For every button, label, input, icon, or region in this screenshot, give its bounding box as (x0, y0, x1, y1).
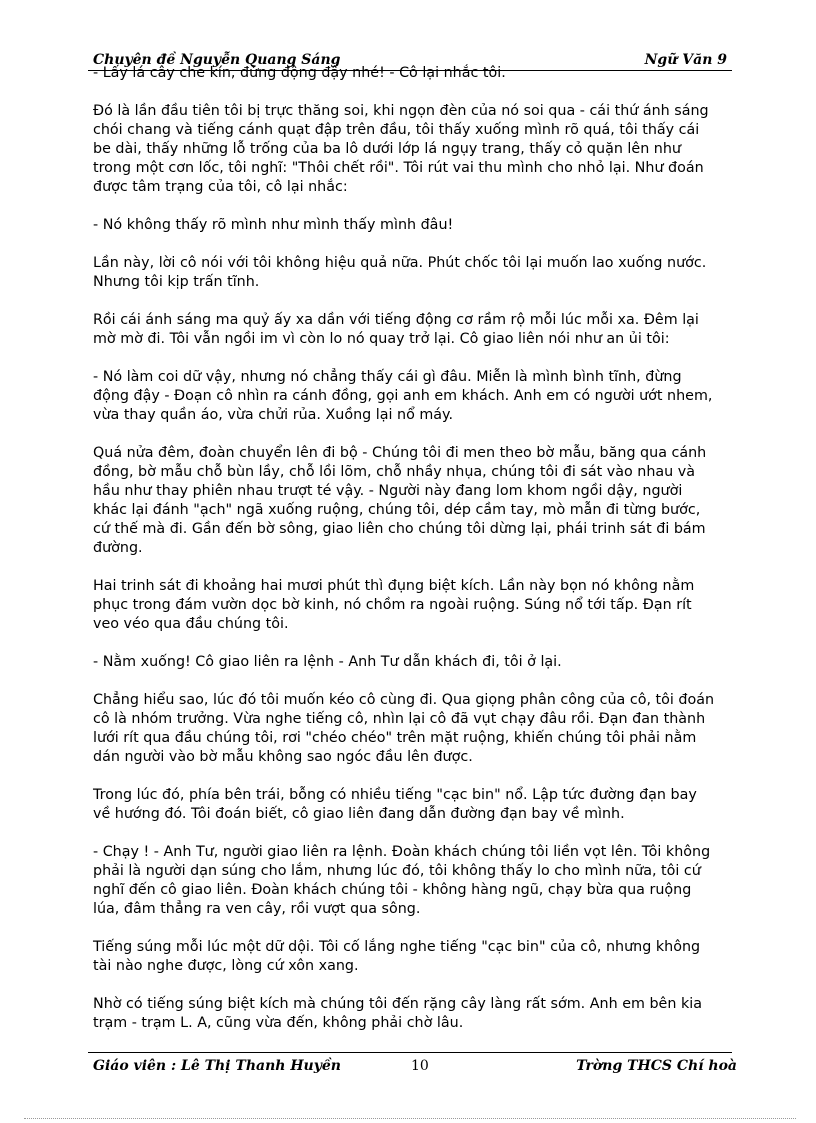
paragraph: Hai trinh sát đi khoảng hai mươi phút thì đụng biệt kích. Lần này bọn nó không nằm phục trong đám vườn dọc bờ kinh, nó chồm ra ngoài ruộng. Súng nổ tới tấp. Đạn rít veo véo qua đầu chúng tôi. (93, 578, 695, 632)
paragraph: Trong lúc đó, phía bên trái, bỗng có nhiều tiếng "cạc bin" nổ. Lập tức đường đạn bay về hướng đó. Tôi đoán biết, cô giao liên đang dẫn đường đạn bay về mình. (93, 787, 697, 822)
header-course-title: Chuyên đề Nguyễn Quang Sáng (93, 52, 341, 68)
footer-school: Trờng THCS Chí hoà (576, 1058, 737, 1074)
paragraph: - Nó làm coi dữ vậy, nhưng nó chẳng thấy cái gì đâu. Miễn là mình bình tĩnh, đừng động đậy - Đoạn cô nhìn ra cánh đồng, gọi anh em khách. Anh em có người ướt nhem, vừa thay quần áo, vừa chửi rủa. Xuồng lại nổ máy. (93, 369, 713, 423)
paragraph: - Chạy ! - Anh Tư, người giao liên ra lệnh. Đoàn khách chúng tôi liền vọt lên. Tôi không phải là người dạn súng cho lắm, nhưng lúc đó, tôi không thấy lo cho mình nữa, tôi cứ nghĩ đến cô giao liên. Đoàn khách chúng tôi - không hàng ngũ, chạy bừa qua ruộng lúa, đâm thẳng ra ven cây, rồi vượt qua sông. (93, 844, 711, 917)
paragraph: Nhờ có tiếng súng biệt kích mà chúng tôi đến rặng cây làng rất sớm. Anh em bên kia trạm - trạm L. A, cũng vừa đến, không phải chờ lâu. (93, 996, 702, 1031)
paragraph: Chẳng hiểu sao, lúc đó tôi muốn kéo cô cùng đi. Qua giọng phân công của cô, tôi đoán cô là nhóm trưởng. Vừa nghe tiếng cô, nhìn lại cô đã vụt chạy đâu rồi. Đạn đan thành lưới rít qua đầu chúng tôi, rơi "chéo chéo" trên mặt ruộng, khiến chúng tôi phải nằm dán người vào bờ mẫu không sao ngóc đầu lên được. (93, 692, 715, 765)
header-subject: Ngữ Văn 9 (644, 52, 727, 68)
page-bottom-divider (24, 1118, 796, 1119)
paragraph: Quá nửa đêm, đoàn chuyển lên đi bộ - Chúng tôi đi men theo bờ mẫu, băng qua cánh đồng, bờ mẫu chỗ bùn lầy, chỗ lồi lõm, chỗ nhầy nhụa, chúng tôi đi sát vào nhau và hầu như thay phiên nhau trượt té vậy. - Người này đang lom khom ngồi dậy, người khác lại đánh "ạch" ngã xuống ruộng, chúng tôi, dép cầm tay, mò mẫn đi từng bước, cứ thế mà đi. Gần đến bờ sông, giao liên cho chúng tôi dừng lại, phái trinh sát đi bám đường. (93, 445, 707, 556)
paragraph: - Nó không thấy rõ mình như mình thấy mình đâu! (93, 217, 454, 233)
paragraph: - Lấy lá cây che kín, đừng động đậy nhé! - Cô lại nhắc tôi. (93, 65, 506, 81)
paragraph: Đó là lần đầu tiên tôi bị trực thăng soi, khi ngọn đèn của nó soi qua - cái thứ ánh sáng chói chang và tiếng cánh quạt đập trên đầu, tôi thấy xuống mình rõ quá, tôi thấy cái be dài, thấy những lỗ trống của ba lô dưới lớp lá ngụy trang, thấy cỏ quặn lên như trong một cơn lốc, tôi nghĩ: "Thôi chết rồi". Tôi rút vai thu mình cho nhỏ lại. Như đoán được tâm trạng của tôi, cô lại nhắc: (93, 103, 709, 195)
body-text (93, 64, 753, 1052)
paragraph: Lần này, lời cô nói với tôi không hiệu quả nữa. Phút chốc tôi lại muốn lao xuống nước. Nhưng tôi kịp trấn tĩnh. (93, 255, 707, 290)
paragraph: Rồi cái ánh sáng ma quỷ ấy xa dần với tiếng động cơ rầm rộ mỗi lúc mỗi xa. Đêm lại mờ mờ đi. Tôi vẫn ngồi im vì còn lo nó quay trở lại. Cô giao liên nói như an ủi tôi: (93, 312, 699, 347)
paragraph: Tiếng súng mỗi lúc một dữ dội. Tôi cố lắng nghe tiếng "cạc bin" của cô, nhưng không tài nào nghe được, lòng cứ xôn xang. (93, 939, 701, 974)
footer-divider (88, 1052, 732, 1053)
footer-teacher: Giáo viên : Lê Thị Thanh Huyền (93, 1058, 341, 1074)
paragraph: - Nằm xuống! Cô giao liên ra lệnh - Anh Tư dẫn khách đi, tôi ở lại. (93, 654, 562, 670)
page-number: 10 (411, 1058, 429, 1074)
